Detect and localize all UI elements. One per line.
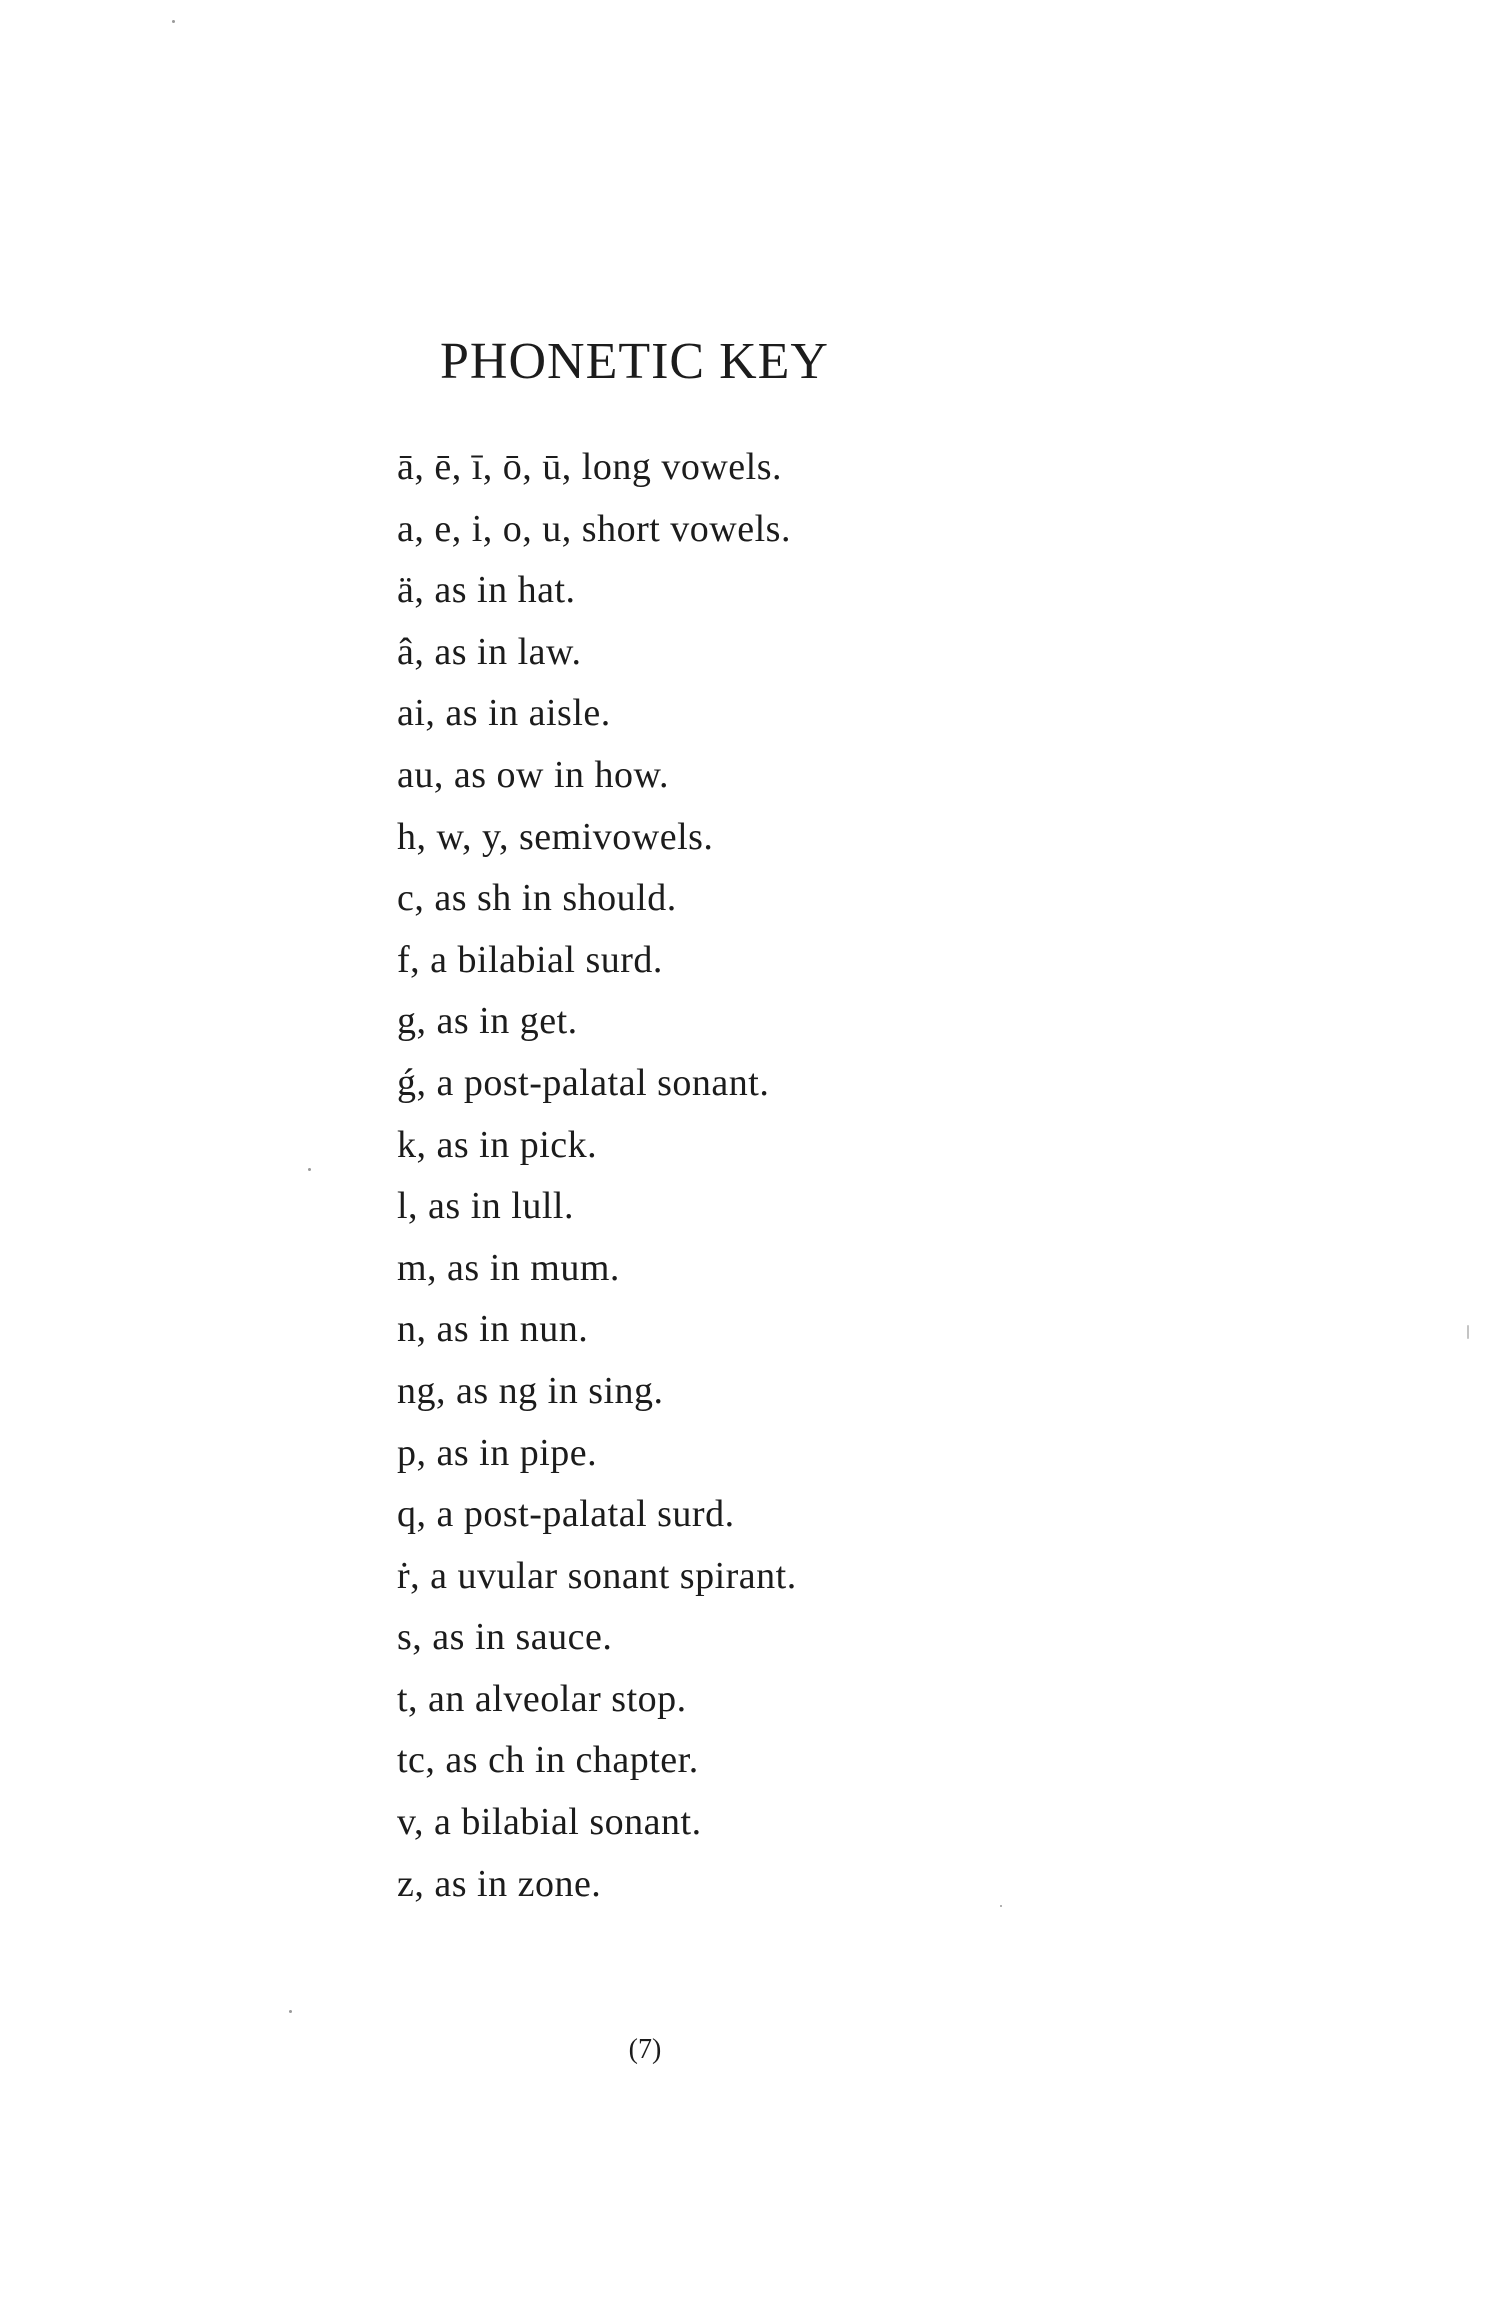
key-entry: ǵ, a post-palatal sonant. [397, 1061, 770, 1104]
key-entry: a, e, i, o, u, short vowels. [397, 507, 791, 550]
phonetic-key-list [397, 437, 797, 1915]
key-entry: z, as in zone. [397, 1862, 602, 1905]
key-entry: k, as in pick. [397, 1123, 598, 1166]
key-entry: m, as in mum. [397, 1246, 620, 1289]
key-entry: ā, ē, ī, ō, ū, long vowels. [397, 446, 783, 488]
key-entry: h, w, y, semivowels. [397, 815, 714, 858]
key-entry: tc, as ch in chapter. [397, 1739, 699, 1782]
scan-speck [308, 1168, 311, 1171]
key-entry: au, as ow in how. [397, 753, 669, 796]
key-entry: f, a bilabial surd. [397, 938, 663, 981]
key-entry: ṙ, a uvular sonant spirant. [397, 1554, 797, 1597]
key-entry: l, as in lull. [397, 1185, 574, 1228]
key-entry: g, as in get. [397, 1000, 578, 1043]
page-number: (7) [628, 2034, 662, 2065]
key-entry: q, a post-palatal surd. [397, 1493, 735, 1536]
key-entry: â, as in law. [397, 630, 582, 673]
scan-speck [1467, 1325, 1469, 1339]
key-entry: c, as sh in should. [397, 877, 677, 920]
key-entry: ng, as ng in sing. [397, 1369, 664, 1412]
key-entry: ai, as in aisle. [397, 692, 611, 735]
key-entry: t, an alveolar stop. [397, 1677, 687, 1720]
key-entry: s, as in sauce. [397, 1616, 613, 1659]
key-entry: ä, as in hat. [397, 569, 576, 612]
scan-speck [172, 20, 175, 23]
key-entry: v, a bilabial sonant. [397, 1801, 702, 1844]
key-entry: p, as in pipe. [397, 1431, 598, 1474]
key-entry: n, as in nun. [397, 1308, 589, 1351]
page-title: PHONETIC KEY [440, 333, 829, 390]
scan-speck [289, 2010, 292, 2013]
scan-speck [1000, 1905, 1002, 1907]
